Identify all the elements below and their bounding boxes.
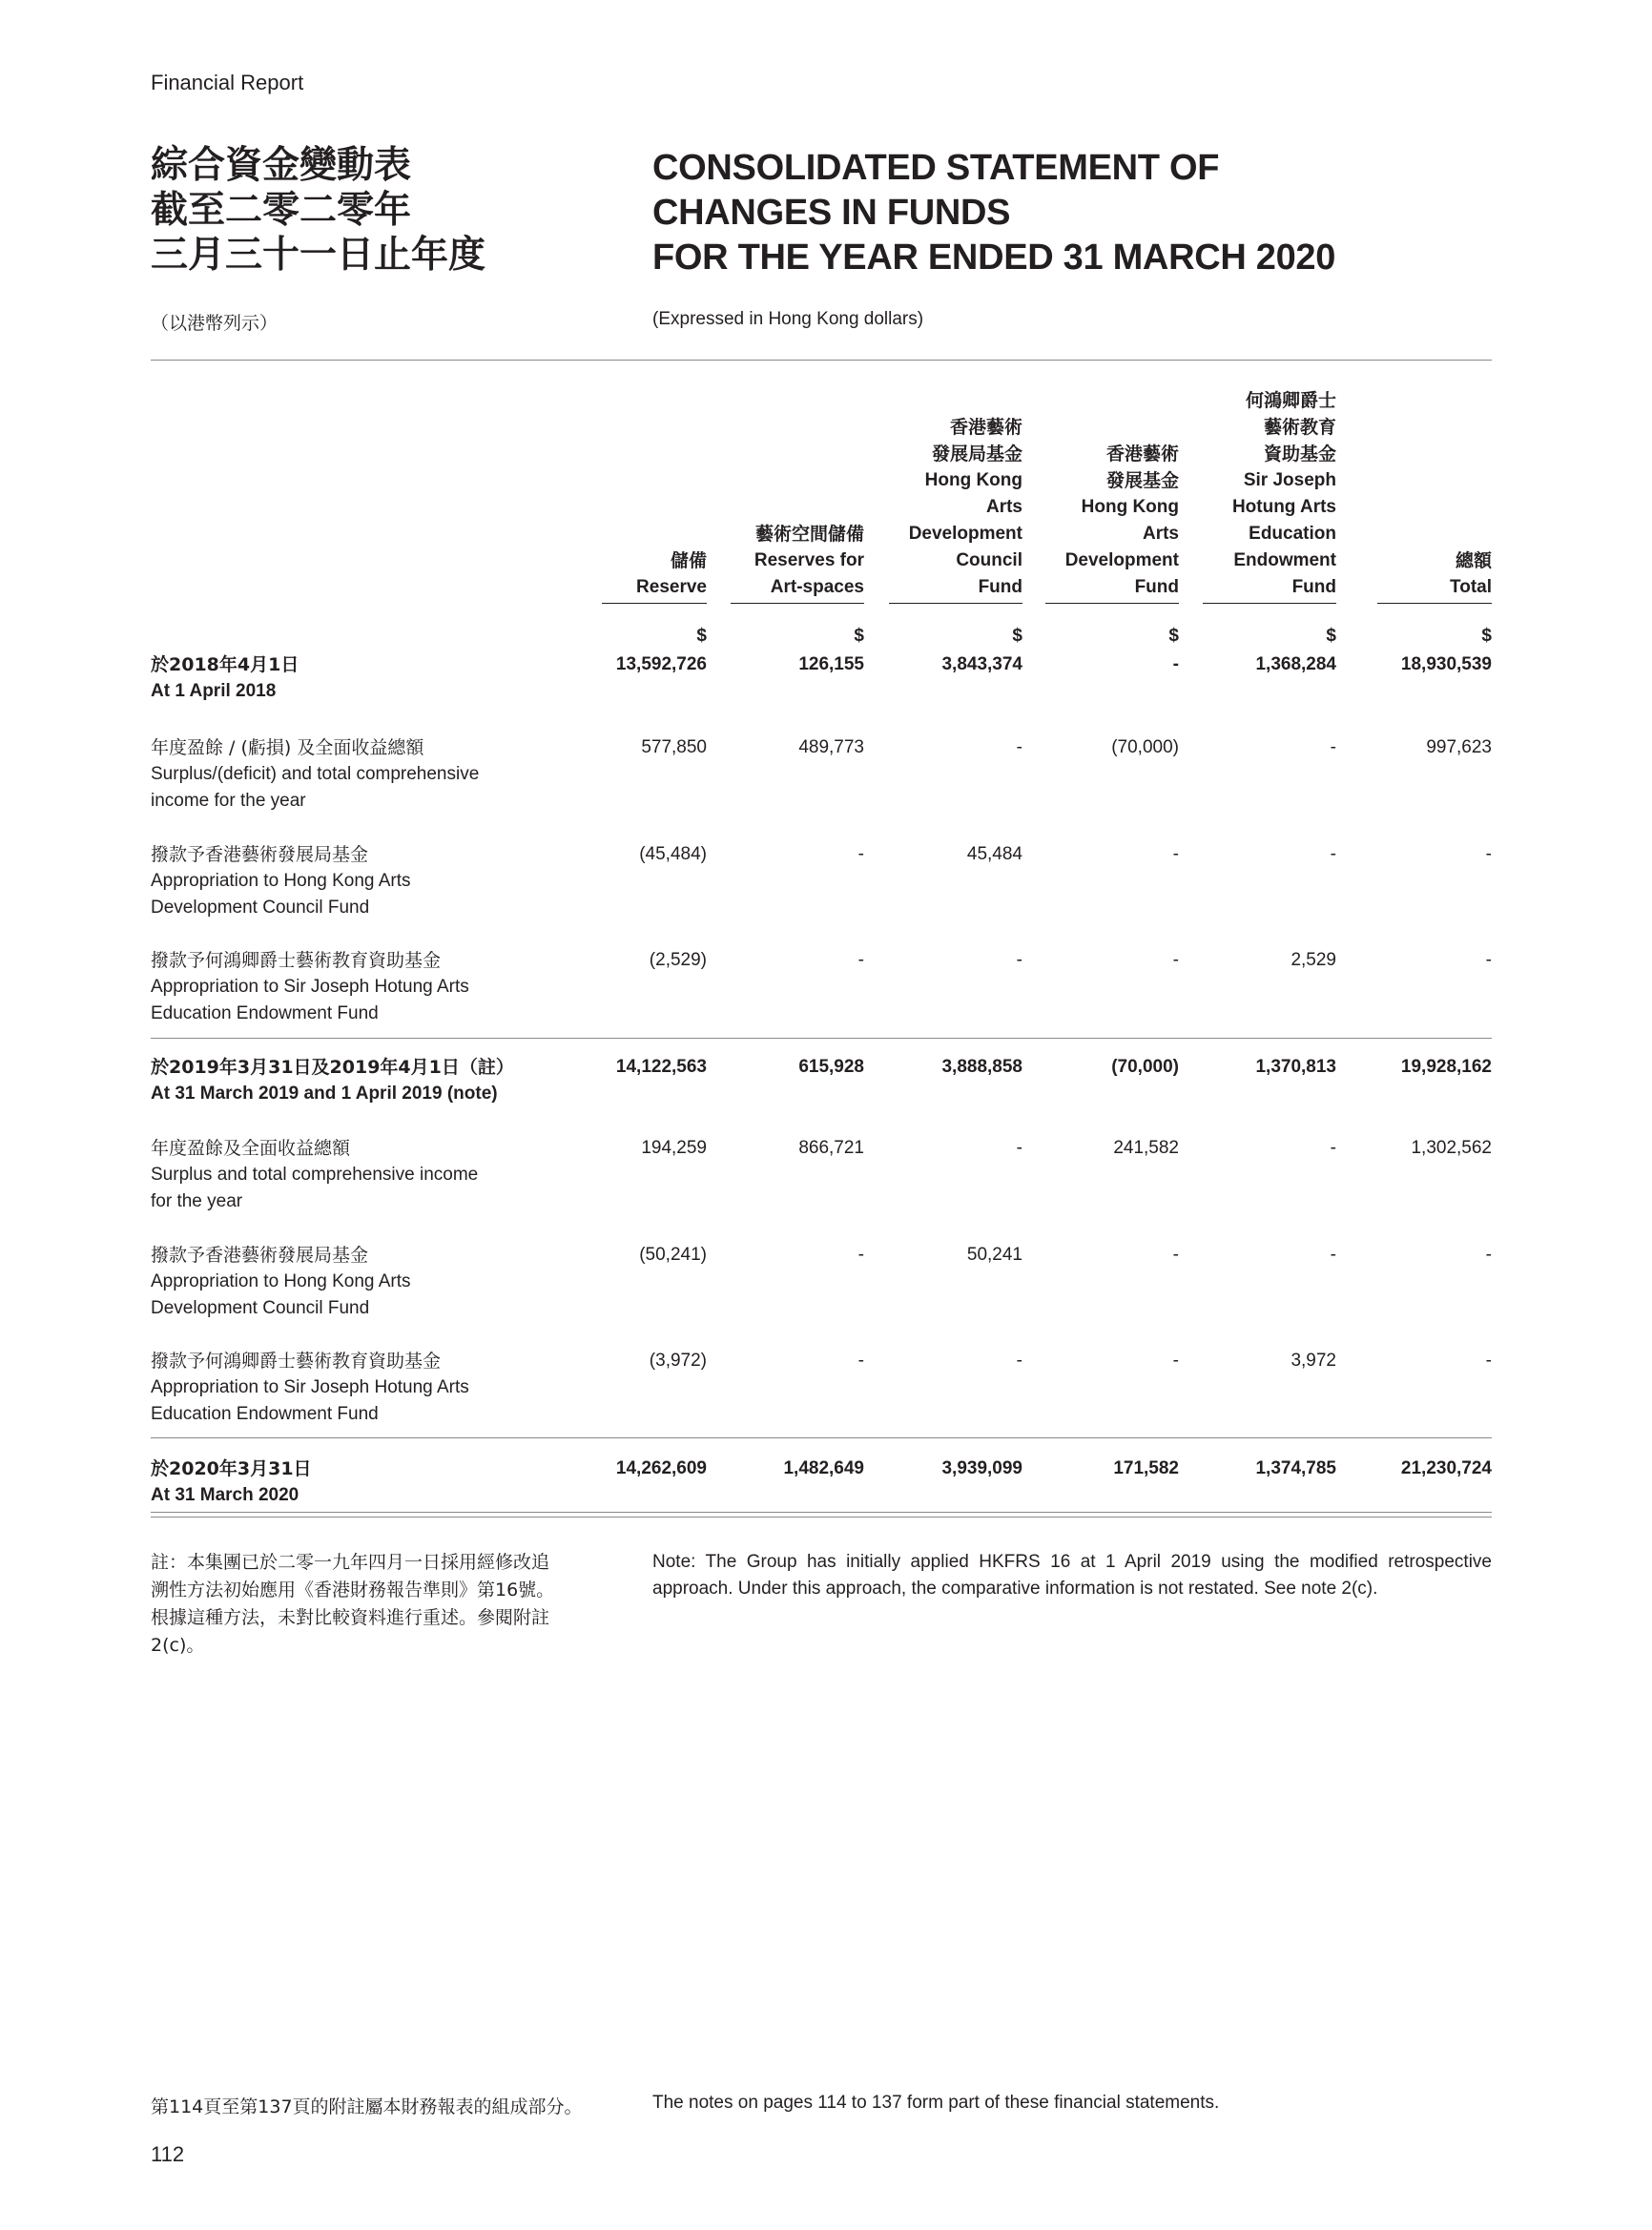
column-header-line: Hong Kong [924,470,1022,490]
table-cell: - [1485,1245,1492,1265]
note-zh-line: 註：本集團已於二零一九年四月一日採用經修改追 [151,1552,550,1573]
currency-symbol: $ [1012,626,1022,646]
row-label-en: Surplus and total comprehensive income [151,1165,479,1185]
column-header-line: Fund [1045,574,1179,604]
table-cell: - [1016,1138,1022,1158]
row-label [151,651,299,705]
title-en-line: FOR THE YEAR ENDED 31 MARCH 2020 [652,237,1336,278]
column-header-line: Hotung Arts [1231,497,1336,517]
row-label [151,734,479,815]
row-label-en: Development Council Fund [151,898,370,918]
total-double-rule-top [151,1512,1492,1513]
table-cell: - [1330,844,1336,864]
currency-symbol: $ [1326,626,1336,646]
table-cell: - [857,950,864,970]
title-zh-line: 三月三十一日止年度 [151,234,486,277]
table-cell: 615,928 [798,1057,864,1077]
table-cell: 1,370,813 [1255,1057,1336,1077]
table-cell: 50,241 [966,1245,1022,1265]
section-label: Financial Report [151,71,304,94]
subtotal-divider-2019 [151,1038,1492,1039]
title-en-line: CHANGES IN FUNDS [652,193,1011,233]
column-header [1203,387,1336,604]
title-zh-line: 綜合資金變動表 [151,144,412,187]
row-label-zh: 年度盈餘 / (虧損) 及全面收益總額 [151,737,424,758]
row-label-zh: 撥款予何鴻卿爵士藝術教育資助基金 [151,950,442,971]
table-cell: 1,368,284 [1255,654,1336,674]
column-header-line: Arts [985,497,1022,517]
column-header-line: 發展局基金 [931,444,1022,465]
row-label [151,1135,478,1215]
table-cell: - [1172,1351,1179,1371]
column-header-line: Art-spaces [731,574,864,604]
row-label-zh: 撥款予香港藝術發展局基金 [151,844,369,865]
column-header-line: 資助基金 [1263,444,1336,465]
footer-note-en: The notes on pages 114 to 137 form part of these financial statements. [652,2093,1220,2113]
column-header-line: 香港藝術 [1105,444,1179,465]
row-label-en: Appropriation to Hong Kong Arts [151,1271,411,1291]
row-label [151,1348,469,1428]
table-cell: - [1485,844,1492,864]
currency-symbol: $ [1168,626,1179,646]
note-en: Note: The Group has initially applied HKFRS 16 at 1 April 2019 using the modified retrospective approach. Under this approach, the comparative information is not restated. See note 2(c). [652,1552,1492,1599]
column-header-line: Sir Joseph [1243,470,1336,490]
table-cell: 2,529 [1291,950,1336,970]
table-cell: 194,259 [641,1138,707,1158]
column-header-line: 總額 [1455,550,1492,571]
table-cell: 3,939,099 [941,1458,1022,1478]
table-cell: - [1330,1138,1336,1158]
row-label [151,947,469,1027]
row-label [151,1054,514,1107]
table-cell: - [857,1245,864,1265]
row-label-en: Appropriation to Sir Joseph Hotung Arts [151,1377,469,1397]
column-header-line: Endowment [1233,550,1336,570]
page-title-en [652,146,1335,280]
table-cell: - [1485,1351,1492,1371]
table-cell: - [1016,950,1022,970]
column-header-line: 藝術教育 [1263,417,1336,438]
table-cell: 3,843,374 [941,654,1022,674]
page-title-zh [151,143,485,278]
table-cell: 171,582 [1113,1458,1179,1478]
column-header-line: Development [1064,550,1179,570]
column-header-line: Reserve [602,574,707,604]
row-label-zh: 撥款予何鴻卿爵士藝術教育資助基金 [151,1351,442,1372]
table-cell: - [1172,844,1179,864]
column-header [1045,441,1179,604]
note-zh [151,1549,580,1660]
column-header [731,521,864,604]
table-cell: 997,623 [1426,737,1492,757]
table-cell: - [1016,737,1022,757]
table-cell: - [1330,737,1336,757]
table-cell: (3,972) [649,1351,707,1371]
column-header-line: 儲備 [670,550,707,571]
subtotal-divider-2020 [151,1437,1492,1438]
row-label-en: for the year [151,1191,243,1211]
column-header-line: 香港藝術 [949,417,1022,438]
table-cell: - [1330,1245,1336,1265]
row-label [151,841,411,921]
currency-symbol: $ [696,626,707,646]
row-label [151,1242,411,1322]
column-header-line: Total [1377,574,1492,604]
table-cell: 126,155 [798,654,864,674]
page-number: 112 [151,2142,185,2166]
table-cell: 866,721 [798,1138,864,1158]
row-label-en: At 31 March 2020 [151,1485,299,1505]
column-header-line: Fund [1203,574,1336,604]
column-header-line: 何鴻卿爵士 [1245,390,1336,411]
table-cell: 45,484 [966,844,1022,864]
row-label-en: Education Endowment Fund [151,1404,379,1424]
table-cell: - [1172,1245,1179,1265]
table-cell: - [1172,654,1179,674]
subtitle-zh: （以港幣列示） [151,313,279,334]
row-label-zh: 撥款予香港藝術發展局基金 [151,1245,369,1266]
column-header-line: Education [1249,524,1336,544]
table-cell: (45,484) [639,844,707,864]
table-cell: 19,928,162 [1400,1057,1492,1077]
column-header-line: 藝術空間儲備 [754,524,864,545]
table-cell: (70,000) [1111,737,1179,757]
row-label-zh: 於2019年3月31日及2019年4月1日（註） [151,1057,514,1078]
currency-symbol: $ [1481,626,1492,646]
row-label [151,1456,312,1509]
row-label-en: Appropriation to Hong Kong Arts [151,871,411,891]
table-cell: 21,230,724 [1400,1458,1492,1478]
table-cell: (70,000) [1111,1057,1179,1077]
row-label-en: Surplus/(deficit) and total comprehensive [151,764,480,784]
row-label-zh: 於2020年3月31日 [151,1458,312,1479]
table-cell: 18,930,539 [1400,654,1492,674]
title-en-line: CONSOLIDATED STATEMENT OF [652,148,1220,188]
table-cell: - [857,1351,864,1371]
column-header-line: Arts [1142,524,1179,544]
column-header-line: 發展基金 [1105,470,1179,491]
table-cell: (2,529) [649,950,707,970]
row-label-en: income for the year [151,791,306,811]
footer-note-zh: 第114頁至第137頁的附註屬本財務報表的組成部分。 [151,2096,583,2117]
row-label-en: Appropriation to Sir Joseph Hotung Arts [151,977,469,997]
row-label-en: Education Endowment Fund [151,1003,379,1023]
column-header-line: Fund [889,574,1022,604]
table-cell: 3,972 [1291,1351,1336,1371]
column-header [889,414,1022,604]
table-cell: 577,850 [641,737,707,757]
column-header-line: Hong Kong [1081,497,1179,517]
title-zh-line: 截至二零二零年 [151,189,412,232]
column-header [1377,547,1492,604]
note-zh-line: 2(c)。 [151,1635,205,1656]
column-header-line: Development [908,524,1022,544]
table-cell: (50,241) [639,1245,707,1265]
column-header-line: Council [956,550,1022,570]
table-cell: 489,773 [798,737,864,757]
table-cell: - [1485,950,1492,970]
table-cell: 14,262,609 [615,1458,707,1478]
table-cell: 3,888,858 [941,1057,1022,1077]
table-cell: - [1016,1351,1022,1371]
table-cell: 1,374,785 [1255,1458,1336,1478]
table-cell: 1,482,649 [783,1458,864,1478]
header-divider [151,360,1492,361]
subtitle-en: (Expressed in Hong Kong dollars) [652,309,924,329]
row-label-en: At 31 March 2019 and 1 April 2019 (note) [151,1084,498,1104]
column-header [602,547,707,604]
currency-symbol: $ [854,626,864,646]
row-label-en: Development Council Fund [151,1298,370,1318]
total-double-rule-bottom [151,1517,1492,1518]
table-cell: - [857,844,864,864]
row-label-en: At 1 April 2018 [151,681,277,701]
table-cell: 241,582 [1113,1138,1179,1158]
row-label-zh: 於2018年4月1日 [151,654,299,675]
table-cell: 13,592,726 [615,654,707,674]
note-zh-line: 根據這種方法，未對比較資料進行重述。參閱附註 [151,1607,550,1628]
column-header-line: Reserves for [754,550,864,570]
note-zh-line: 溯性方法初始應用《香港財務報告準則》第16號。 [151,1580,555,1600]
table-cell: 1,302,562 [1411,1138,1492,1158]
table-cell: 14,122,563 [615,1057,707,1077]
table-cell: - [1172,950,1179,970]
row-label-zh: 年度盈餘及全面收益總額 [151,1138,351,1159]
